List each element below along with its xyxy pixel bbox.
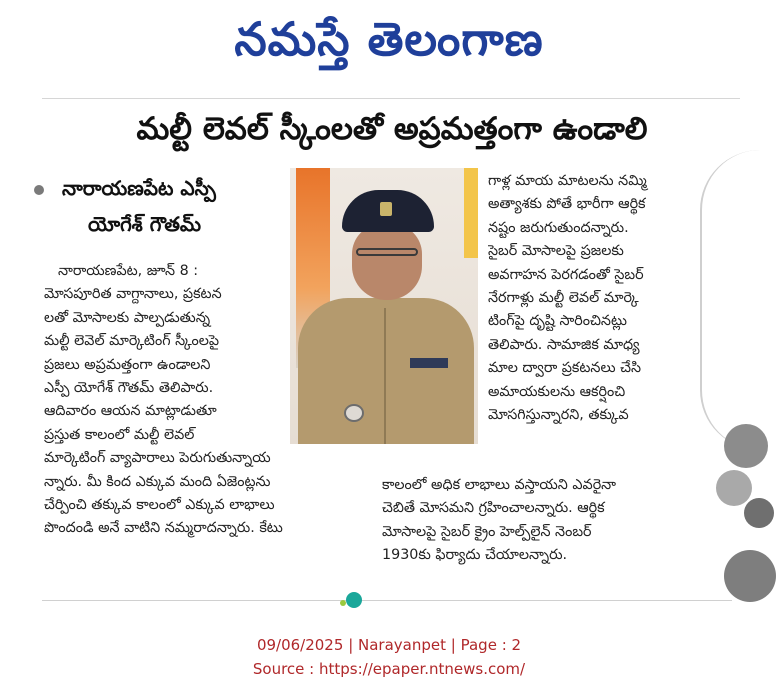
footer-separator: | — [450, 636, 461, 654]
article-line: టింగ్‌పై దృష్టి సారించినట్లు — [488, 313, 627, 330]
footer-page: Page : 2 — [460, 636, 522, 654]
sp-portrait-photo — [290, 168, 478, 444]
article-line: ఎస్పీ యోగేశ్ గౌతమ్ తెలిపారు. — [44, 380, 214, 397]
byline-line-2: యోగేశ్ గౌతమ్ — [88, 212, 202, 236]
article-line: నేరగాళ్లు మల్టీ లెవల్ మార్కె — [488, 290, 639, 307]
article-line: చేర్పించి తక్కువ కాలంలో ఎక్కువ లాభాలు — [44, 497, 275, 514]
article-line: నష్టం జరుగుతుందన్నారు. — [488, 219, 629, 236]
article-headline: మల్టీ లెవల్ స్కీంలతో అప్రమత్తంగా ఉండాలి — [136, 111, 648, 147]
masthead-title: నమస్తే తెలంగాణ — [234, 12, 544, 66]
footer-edition-line — [0, 636, 778, 654]
article-line: తెలిపారు. సామాజిక మాధ్య — [488, 336, 640, 353]
header-divider — [42, 98, 740, 99]
footer-date: 09/06/2025 — [256, 636, 344, 654]
article-line: చెబితే మోసమని గ్రహించాలన్నారు. ఆర్థిక — [382, 500, 605, 517]
flag-edge-shape — [464, 168, 478, 258]
wristwatch-icon — [344, 404, 364, 422]
decorative-circle — [716, 470, 752, 506]
face-shape — [352, 224, 422, 300]
article-line: మోసాలపై సైబర్ క్రైం హెల్ప్‌లైన్ నెంబర్ — [382, 523, 592, 540]
article-line: అత్యాశకు పోతే భారీగా ఆర్థిక — [488, 196, 646, 213]
article-line: మోసగిస్తున్నారని, తక్కువ — [488, 407, 629, 424]
article-line: ప్రస్తుత కాలంలో మల్టీ లెవల్ — [44, 426, 195, 443]
article-line: మల్టీ లెవెల్ మార్కెటింగ్ స్కీంలపై — [44, 333, 220, 350]
article-column-left — [44, 260, 289, 541]
article-line: లతో మోసాలకు పాల్పడుతున్న — [44, 309, 211, 326]
article-line: ప్రజలు అప్రమత్తంగా ఉండాలని — [44, 356, 211, 373]
footer-edition: Narayanpet — [358, 636, 446, 654]
article-end-logo-icon — [346, 592, 362, 608]
cap-badge-icon — [380, 202, 392, 216]
footer-source-label: Source : — [252, 660, 319, 678]
article-line: 1930కు ఫిర్యాదు చేయాలన్నారు. — [382, 547, 568, 564]
article-line: సైబర్ మోసాలపై ప్రజలకు — [488, 243, 624, 260]
article-line: అవగాహన పెరగడంతో సైబర్ — [488, 266, 644, 283]
footer-source-line — [0, 660, 778, 678]
decorative-circle — [744, 498, 774, 528]
logo-dot-icon — [340, 600, 346, 606]
footer-source-link[interactable]: https://epaper.ntnews.com/ — [319, 660, 526, 678]
bullet-icon — [34, 185, 44, 195]
article-line: పొందండి అనే వాటిని నమ్మరాదన్నారు. కేటు — [44, 520, 283, 537]
decorative-circle — [724, 424, 768, 468]
glasses-shape — [356, 248, 418, 256]
article-line: ఆదివారం ఆయన మాట్లాడుతూ — [44, 403, 217, 420]
article-line: మార్కెటింగ్ వ్యాపారాలు పెరుగుతున్నాయ — [44, 450, 271, 467]
article-end-rule — [42, 600, 732, 601]
article-line: మాల ద్వారా ప్రకటనలు చేసి — [488, 360, 641, 377]
decorative-curve — [700, 150, 778, 450]
article-line: మోసపూరిత వాగ్దానాలు, ప్రకటన — [44, 286, 222, 303]
article-column-bottom — [382, 474, 742, 568]
nameplate-shape — [410, 358, 448, 368]
article-line: నారాయణపేట, జూన్ 8 : — [58, 263, 199, 279]
byline — [34, 170, 284, 242]
article-line: న్నారు. మీ కింద ఎక్కువ మంది ఏజెంట్లను — [44, 473, 271, 490]
byline-line-1: నారాయణపేట ఎస్పీ — [62, 176, 216, 200]
footer-separator: | — [348, 636, 359, 654]
uniform-shape — [298, 298, 474, 444]
article-line: కాలంలో అధిక లాభాలు వస్తాయని ఎవరైనా — [382, 477, 617, 493]
article-line: గాళ్ల మాయ మాటలను నమ్మి — [488, 173, 647, 189]
article-line: అమాయకులను ఆకర్షించి — [488, 383, 626, 400]
decorative-circle — [724, 550, 776, 602]
uniform-placket — [384, 308, 386, 444]
